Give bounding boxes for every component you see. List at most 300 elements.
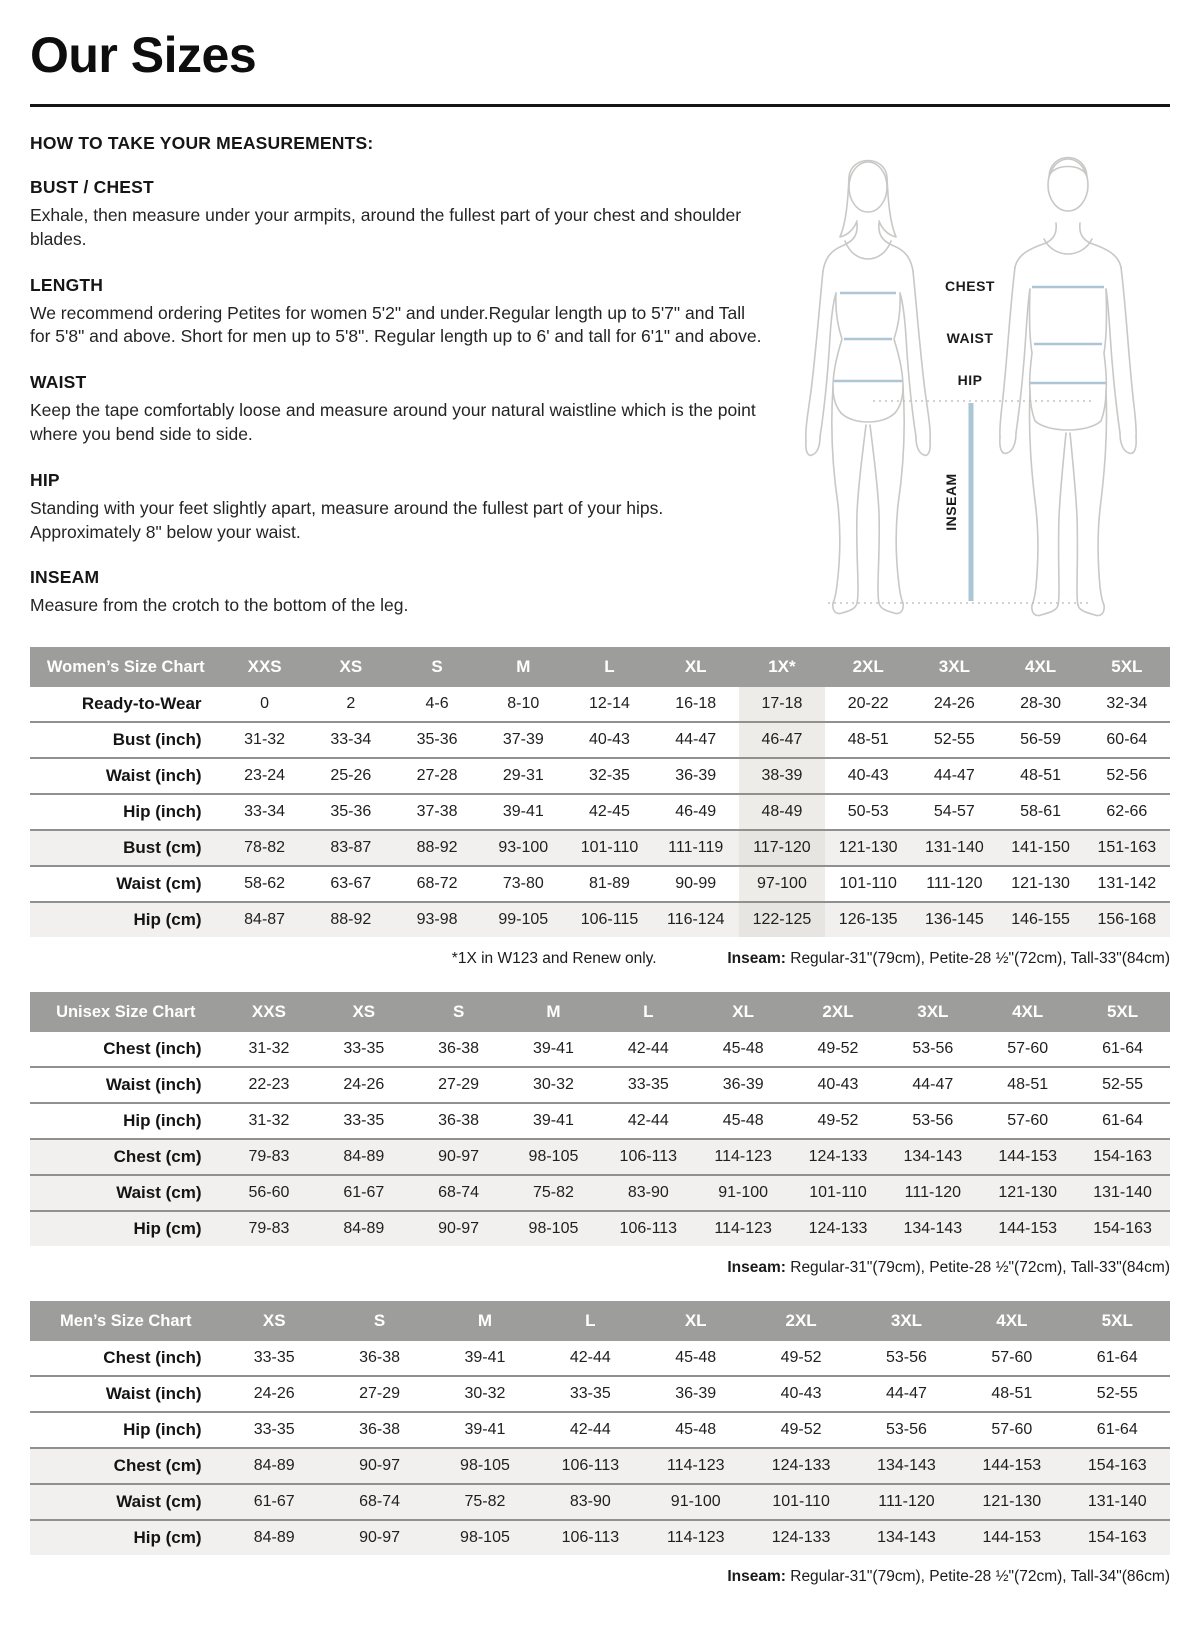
size-cell: 57-60 <box>959 1412 1064 1448</box>
size-cell: 39-41 <box>464 1349 506 1366</box>
size-cell: 124-133 <box>791 1211 886 1246</box>
size-cell: 124-133 <box>791 1139 886 1175</box>
size-cell: 53-56 <box>912 1040 954 1057</box>
size-cell: 156-168 <box>1084 902 1170 937</box>
row-label: Chest (cm) <box>30 1448 222 1484</box>
section-title: WAIST <box>30 372 87 393</box>
size-cell: 98-105 <box>432 1448 537 1484</box>
size-cell: 144-153 <box>959 1520 1064 1555</box>
size-cell: 75-82 <box>506 1175 601 1211</box>
size-cell: 27-29 <box>327 1376 432 1412</box>
section-hip <box>30 470 770 545</box>
size-cell: 134-143 <box>854 1520 959 1555</box>
size-cell: 75-82 <box>432 1484 537 1520</box>
size-cell: 84-87 <box>222 902 308 937</box>
size-cell: 31-32 <box>222 1103 317 1139</box>
section-body: We recommend ordering Petites for women 5'2" and under.Regular length up to 5'7" and Tall for 5'8" and above. Short for men up to 5'8". Regular length up to 6' and tall for 6'1" and above. <box>30 302 762 347</box>
size-column-header: 2XL <box>791 992 886 1032</box>
section-title: LENGTH <box>30 274 104 295</box>
size-row <box>30 1032 1170 1067</box>
footnote-inseam-label: Inseam: <box>727 1568 786 1585</box>
size-cell: 78-82 <box>222 830 308 866</box>
section-bust-chest <box>30 177 770 252</box>
size-cell: 154-163 <box>1065 1448 1170 1484</box>
size-row <box>30 1484 1170 1520</box>
size-cell: 116-124 <box>653 902 739 937</box>
size-cell: 52-55 <box>1065 1376 1170 1412</box>
page-title: Our Sizes <box>30 27 257 83</box>
size-cell: 106-115 <box>566 902 652 937</box>
size-cell: 101-110 <box>791 1175 886 1211</box>
size-cell: 61-64 <box>1075 1103 1170 1139</box>
size-cell: 32-34 <box>1106 695 1148 712</box>
diagram-label-waist: WAIST <box>946 330 994 346</box>
size-cell: 54-57 <box>911 794 997 830</box>
footnote-inseam <box>727 1259 1170 1277</box>
size-column-header: L <box>601 992 696 1032</box>
size-cell: 134-143 <box>854 1448 959 1484</box>
size-column-header: 5XL <box>1075 992 1170 1032</box>
size-row <box>30 1067 1170 1103</box>
row-label: Chest (inch) <box>103 1039 202 1058</box>
size-cell: 37-39 <box>480 722 566 758</box>
size-cell: 79-83 <box>222 1139 317 1175</box>
size-cell: 88-92 <box>308 902 394 937</box>
section-title: BUST / CHEST <box>30 177 154 197</box>
size-column-header: S <box>411 992 506 1032</box>
size-column-header: 5XL <box>1084 647 1170 687</box>
size-row <box>30 1139 1170 1175</box>
size-column-header: XXS <box>222 647 308 687</box>
size-row <box>30 1376 1170 1412</box>
size-cell: 84-89 <box>316 1211 411 1246</box>
size-cell: 42-44 <box>569 1349 611 1366</box>
size-cell: 111-120 <box>911 866 997 902</box>
size-cell: 131-140 <box>1065 1484 1170 1520</box>
men-size-chart-section <box>30 1301 1170 1590</box>
size-cell: 68-74 <box>327 1484 432 1520</box>
size-cell: 62-66 <box>1084 794 1170 830</box>
size-cell: 84-89 <box>222 1520 327 1555</box>
row-label: Bust (inch) <box>30 722 222 758</box>
row-label: Waist (cm) <box>30 866 222 902</box>
unisex-size-chart-table <box>30 992 1170 1246</box>
size-cell: 40-43 <box>566 722 652 758</box>
footnote-inseam-text: Regular-31"(79cm), Petite-28 ½"(72cm), Tall-33"(84cm) <box>785 950 1170 967</box>
size-cell: 68-72 <box>394 866 480 902</box>
size-cell: 61-64 <box>1065 1412 1170 1448</box>
section-title: HIP <box>30 469 60 490</box>
size-cell: 36-39 <box>643 1376 748 1412</box>
size-cell: 40-43 <box>748 1376 853 1412</box>
size-cell: 106-113 <box>601 1211 696 1246</box>
size-cell: 111-120 <box>885 1175 980 1211</box>
row-label: Hip (cm) <box>30 1520 222 1555</box>
size-cell: 58-62 <box>222 866 308 902</box>
section-waist <box>30 372 770 447</box>
size-row <box>30 902 1170 937</box>
size-cell: 49-52 <box>791 1103 886 1139</box>
row-label: Chest (inch) <box>103 1348 202 1367</box>
size-guide-page <box>0 26 1200 1616</box>
size-cell: 52-55 <box>1075 1067 1170 1103</box>
size-cell: 39-41 <box>432 1412 537 1448</box>
size-column-header: XL <box>643 1301 748 1341</box>
size-cell: 31-32 <box>222 722 308 758</box>
section-title: INSEAM <box>30 567 100 588</box>
size-cell: 83-90 <box>601 1175 696 1211</box>
size-column-header: S <box>327 1301 432 1341</box>
size-cell: 131-140 <box>911 830 997 866</box>
size-cell: 39-41 <box>506 1103 601 1139</box>
size-cell: 151-163 <box>1084 830 1170 866</box>
size-column-header: M <box>432 1301 537 1341</box>
size-row <box>30 794 1170 830</box>
size-cell: 122-125 <box>739 902 825 937</box>
size-cell: 42-44 <box>538 1412 643 1448</box>
size-cell: 42-45 <box>566 794 652 830</box>
size-cell: 111-119 <box>653 830 739 866</box>
size-column-header: 3XL <box>854 1301 959 1341</box>
size-cell: 121-130 <box>980 1175 1075 1211</box>
size-cell: 36-38 <box>327 1412 432 1448</box>
size-cell: 131-140 <box>1075 1175 1170 1211</box>
table-header-row <box>30 1301 1170 1341</box>
size-cell: 33-34 <box>308 722 394 758</box>
instructions-column <box>30 133 770 618</box>
table-title: Men’s Size Chart <box>30 1301 222 1341</box>
unisex-table-footnotes <box>30 1259 1170 1281</box>
size-cell: 44-47 <box>885 1067 980 1103</box>
size-cell: 81-89 <box>566 866 652 902</box>
size-cell: 68-74 <box>411 1175 506 1211</box>
diagram-label-inseam: INSEAM <box>943 473 959 531</box>
size-cell: 90-97 <box>411 1139 506 1175</box>
size-cell: 50-53 <box>825 794 911 830</box>
size-row <box>30 1175 1170 1211</box>
size-cell: 141-150 <box>997 830 1083 866</box>
size-cell: 22-23 <box>222 1067 317 1103</box>
size-cell: 91-100 <box>643 1484 748 1520</box>
section-body: Measure from the crotch to the bottom of the leg. <box>30 595 409 616</box>
size-cell: 91-100 <box>696 1175 791 1211</box>
row-label: Hip (inch) <box>30 1412 222 1448</box>
size-cell: 121-130 <box>959 1484 1064 1520</box>
size-cell: 0 <box>260 695 270 712</box>
row-label: Waist (inch) <box>30 1376 222 1412</box>
size-cell: 83-87 <box>308 830 394 866</box>
size-cell: 33-35 <box>343 1040 385 1057</box>
size-cell: 101-110 <box>748 1484 853 1520</box>
size-cell: 114-123 <box>643 1448 748 1484</box>
size-cell: 49-52 <box>817 1040 859 1057</box>
size-cell: 30-32 <box>432 1376 537 1412</box>
size-cell: 121-130 <box>825 830 911 866</box>
women-size-chart-section <box>30 647 1170 972</box>
section-body: Exhale, then measure under your armpits, around the fullest part of your chest and shoulder blades. <box>30 205 742 249</box>
size-cell: 24-26 <box>316 1067 411 1103</box>
table-header-row <box>30 647 1170 687</box>
size-cell: 44-47 <box>911 758 997 794</box>
size-cell: 35-36 <box>394 722 480 758</box>
size-cell: 39-41 <box>480 794 566 830</box>
size-cell: 117-120 <box>739 830 825 866</box>
size-column-header: 4XL <box>959 1301 1064 1341</box>
size-cell: 36-39 <box>696 1067 791 1103</box>
men-table-footnotes <box>30 1568 1170 1590</box>
size-cell: 154-163 <box>1065 1520 1170 1555</box>
size-cell: 61-67 <box>222 1484 327 1520</box>
size-cell: 126-135 <box>825 902 911 937</box>
size-cell: 98-105 <box>506 1211 601 1246</box>
size-column-header: XS <box>316 992 411 1032</box>
size-cell: 63-67 <box>308 866 394 902</box>
size-cell: 79-83 <box>222 1211 317 1246</box>
size-cell: 48-51 <box>980 1067 1075 1103</box>
size-column-header: 1X* <box>739 647 825 687</box>
size-row <box>30 758 1170 794</box>
size-cell: 8-10 <box>507 695 540 712</box>
row-label: Hip (inch) <box>30 1103 222 1139</box>
size-row <box>30 1520 1170 1555</box>
row-label: Waist (inch) <box>30 758 222 794</box>
footnote-inseam <box>727 950 1170 968</box>
size-cell: 44-47 <box>854 1376 959 1412</box>
size-cell: 39-41 <box>533 1040 574 1057</box>
size-cell: 106-113 <box>538 1448 643 1484</box>
female-figure-outline <box>806 161 930 614</box>
section-body: Keep the tape comfortably loose and measure around your natural waistline which is the point where you bend side to side. <box>30 400 756 444</box>
footnote-1x-note: *1X in W123 and Renew only. <box>451 950 657 967</box>
size-cell: 52-55 <box>911 722 997 758</box>
size-cell: 46-49 <box>653 794 739 830</box>
size-cell: 98-105 <box>506 1139 601 1175</box>
size-column-header: 4XL <box>980 992 1075 1032</box>
size-cell: 24-26 <box>933 695 975 712</box>
size-cell: 53-56 <box>886 1349 927 1366</box>
size-cell: 114-123 <box>696 1139 791 1175</box>
footnote-inseam-text: Regular-31"(79cm), Petite-28 ½"(72cm), Tall-33"(84cm) <box>785 1259 1170 1276</box>
size-cell: 31-32 <box>248 1040 290 1057</box>
footnote-inseam-label: Inseam: <box>727 1259 786 1276</box>
size-row <box>30 722 1170 758</box>
size-cell: 146-155 <box>997 902 1083 937</box>
section-length <box>30 275 770 350</box>
size-row <box>30 830 1170 866</box>
section-body: Standing with your feet slightly apart, measure around the fullest part of your hips. Approximately 8" below your waist. <box>30 497 664 542</box>
size-cell: 48-51 <box>959 1376 1064 1412</box>
size-cell: 57-60 <box>991 1349 1033 1366</box>
size-cell: 49-52 <box>748 1412 853 1448</box>
size-column-header: L <box>566 647 652 687</box>
size-cell: 90-97 <box>327 1448 432 1484</box>
size-cell: 36-39 <box>653 758 739 794</box>
body-measurement-diagram <box>778 139 1170 627</box>
size-cell: 124-133 <box>748 1520 853 1555</box>
table-title: Unisex Size Chart <box>30 992 222 1032</box>
size-column-header: XS <box>222 1301 327 1341</box>
size-cell: 56-59 <box>997 722 1083 758</box>
size-cell: 20-22 <box>847 695 889 712</box>
size-cell: 53-56 <box>854 1412 959 1448</box>
size-cell: 2 <box>346 695 356 712</box>
row-label: Waist (cm) <box>30 1484 222 1520</box>
size-column-header: 5XL <box>1065 1301 1170 1341</box>
size-column-header: XS <box>308 647 394 687</box>
size-column-header: 2XL <box>825 647 911 687</box>
size-cell: 48-49 <box>739 794 825 830</box>
size-cell: 134-143 <box>885 1211 980 1246</box>
size-cell: 124-133 <box>748 1448 853 1484</box>
row-label: Ready-to-Wear <box>81 694 202 713</box>
size-row <box>30 1412 1170 1448</box>
diagram-label-hip: HIP <box>957 372 983 388</box>
size-cell: 45-48 <box>722 1040 764 1057</box>
size-cell: 40-43 <box>791 1067 886 1103</box>
section-inseam <box>30 567 770 618</box>
size-cell: 106-113 <box>538 1520 643 1555</box>
size-cell: 36-38 <box>359 1349 401 1366</box>
size-cell: 90-99 <box>653 866 739 902</box>
size-cell: 33-35 <box>316 1103 411 1139</box>
size-column-header: M <box>480 647 566 687</box>
women-size-chart-table <box>30 647 1170 937</box>
size-cell: 111-120 <box>854 1484 959 1520</box>
size-column-header: M <box>506 992 601 1032</box>
size-cell: 30-32 <box>506 1067 601 1103</box>
size-cell: 131-142 <box>1084 866 1170 902</box>
title-divider <box>30 104 1170 107</box>
size-cell: 49-52 <box>780 1349 822 1366</box>
size-row <box>30 1211 1170 1246</box>
figure-outlines-illustration <box>778 139 1170 627</box>
size-cell: 134-143 <box>885 1139 980 1175</box>
size-cell: 16-18 <box>675 695 717 712</box>
size-cell: 57-60 <box>1007 1040 1049 1057</box>
size-column-header: 3XL <box>911 647 997 687</box>
size-cell: 36-38 <box>438 1040 480 1057</box>
table-header-row <box>30 992 1170 1032</box>
size-cell: 33-35 <box>601 1067 696 1103</box>
size-cell: 90-97 <box>327 1520 432 1555</box>
size-cell: 4-6 <box>425 695 449 712</box>
size-cell: 33-35 <box>222 1412 327 1448</box>
size-cell: 42-44 <box>601 1103 696 1139</box>
size-cell: 53-56 <box>885 1103 980 1139</box>
size-cell: 61-67 <box>316 1175 411 1211</box>
footnote-inseam-text: Regular-31"(79cm), Petite-28 ½"(72cm), Tall-34"(86cm) <box>785 1568 1170 1585</box>
size-cell: 45-48 <box>696 1103 791 1139</box>
size-cell: 106-113 <box>601 1139 696 1175</box>
size-row <box>30 866 1170 902</box>
male-figure-outline <box>1000 158 1136 616</box>
size-cell: 27-29 <box>411 1067 506 1103</box>
size-cell: 61-64 <box>1096 1349 1138 1366</box>
size-row <box>30 1341 1170 1376</box>
size-cell: 44-47 <box>653 722 739 758</box>
size-cell: 33-35 <box>253 1349 295 1366</box>
size-cell: 25-26 <box>308 758 394 794</box>
row-label: Chest (cm) <box>30 1139 222 1175</box>
footnote-inseam <box>727 1568 1170 1586</box>
men-size-chart-table <box>30 1301 1170 1555</box>
row-label: Hip (cm) <box>30 902 222 937</box>
size-cell: 36-38 <box>411 1103 506 1139</box>
size-cell: 97-100 <box>739 866 825 902</box>
row-label: Hip (inch) <box>30 794 222 830</box>
size-cell: 136-145 <box>911 902 997 937</box>
size-column-header: XXS <box>222 992 317 1032</box>
size-cell: 84-89 <box>222 1448 327 1484</box>
size-cell: 45-48 <box>643 1412 748 1448</box>
size-cell: 33-35 <box>538 1376 643 1412</box>
size-cell: 154-163 <box>1075 1211 1170 1246</box>
row-label: Hip (cm) <box>30 1211 222 1246</box>
size-cell: 17-18 <box>739 687 825 722</box>
size-column-header: 4XL <box>997 647 1083 687</box>
table-title: Women’s Size Chart <box>30 647 222 687</box>
unisex-size-chart-section <box>30 992 1170 1281</box>
size-cell: 45-48 <box>675 1349 717 1366</box>
size-cell: 58-61 <box>997 794 1083 830</box>
size-column-header: XL <box>653 647 739 687</box>
footnote-inseam-label: Inseam: <box>727 950 786 967</box>
size-cell: 84-89 <box>316 1139 411 1175</box>
size-cell: 101-110 <box>825 866 911 902</box>
size-cell: 144-153 <box>980 1211 1075 1246</box>
diagram-label-chest: CHEST <box>945 278 995 294</box>
size-cell: 38-39 <box>739 758 825 794</box>
size-cell: 56-60 <box>222 1175 317 1211</box>
size-cell: 27-28 <box>394 758 480 794</box>
size-cell: 12-14 <box>589 695 630 712</box>
size-cell: 35-36 <box>308 794 394 830</box>
inseam-dotted-guides <box>828 401 1092 603</box>
size-cell: 28-30 <box>1020 695 1062 712</box>
size-cell: 23-24 <box>222 758 308 794</box>
size-cell: 101-110 <box>566 830 652 866</box>
size-cell: 33-34 <box>222 794 308 830</box>
size-cell: 121-130 <box>997 866 1083 902</box>
measurement-instructions-area <box>30 133 1170 635</box>
size-cell: 37-38 <box>394 794 480 830</box>
size-cell: 48-51 <box>997 758 1083 794</box>
size-cell: 144-153 <box>980 1139 1075 1175</box>
size-cell: 114-123 <box>643 1520 748 1555</box>
size-column-header: XL <box>696 992 791 1032</box>
row-label: Waist (inch) <box>30 1067 222 1103</box>
size-cell: 42-44 <box>627 1040 669 1057</box>
size-cell: 73-80 <box>480 866 566 902</box>
size-cell: 98-105 <box>432 1520 537 1555</box>
size-cell: 99-105 <box>480 902 566 937</box>
size-cell: 154-163 <box>1075 1139 1170 1175</box>
size-cell: 52-56 <box>1084 758 1170 794</box>
size-cell: 61-64 <box>1102 1040 1144 1057</box>
size-cell: 93-98 <box>394 902 480 937</box>
size-column-header: S <box>394 647 480 687</box>
size-cell: 57-60 <box>980 1103 1075 1139</box>
size-cell: 48-51 <box>825 722 911 758</box>
size-cell: 46-47 <box>739 722 825 758</box>
row-label: Waist (cm) <box>30 1175 222 1211</box>
row-label: Bust (cm) <box>30 830 222 866</box>
size-cell: 40-43 <box>825 758 911 794</box>
size-cell: 32-35 <box>566 758 652 794</box>
size-cell: 90-97 <box>411 1211 506 1246</box>
size-column-header: L <box>538 1301 643 1341</box>
size-cell: 114-123 <box>696 1211 791 1246</box>
